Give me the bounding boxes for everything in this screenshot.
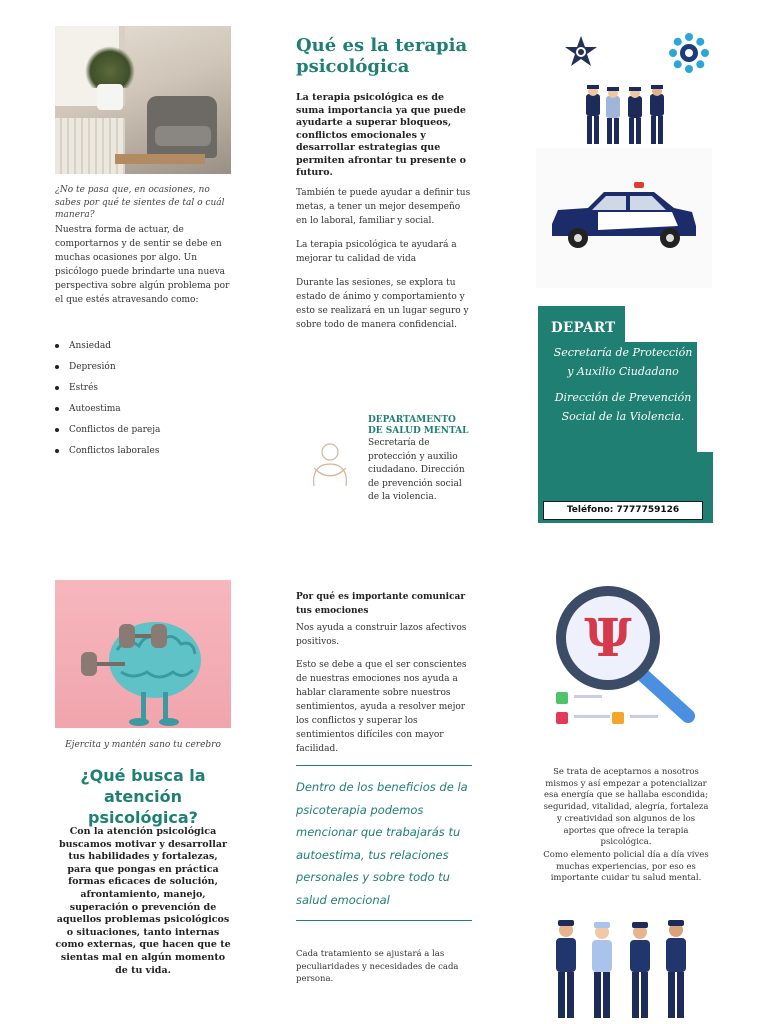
therapy-paragraph-2: La terapia psicológica te ayudará a mejorar tu calidad de vida [296,240,457,264]
panel-notch [625,306,713,342]
self-acceptance-text: Se trata de aceptarnos a nosotros mismos y así empezar a potencializar esa energía que se hallaba escondida; seguridad, vitalidad, alegría, fortaleza y creatividad son algunos de los aportes que ofrece la terapia psicológica. [543,767,709,848]
brain-dumbbell-photo [55,580,231,728]
emotions-paragraph-2: Esto se debe a que el ser conscientes de nuestras emociones nos ayuda a hablar claramente sobre nuestros sentimientos, ayuda a resolver mejor los conflictos y superar los sentimientos difíciles con mayor facilidad. [296,660,467,754]
police-mental-health-text: Como elemento policial día a día vives muchas experiencias, por eso es importante cuidar tu salud mental. [543,850,709,884]
psychology-magnifier-icon [548,580,708,730]
living-room-photo [55,26,231,174]
quote-divider [296,920,472,921]
police-officers-illustration [580,84,672,148]
panel-notch [697,342,713,452]
therapy-paragraph-1: También te puede ayudar a definir tus metas, a tener un mejor desempeño en lo laboral, familiar y social. [296,188,471,226]
therapy-paragraph-3: Durante las sesiones, se explora tu estado de ánimo y comportamiento y esto se realizará en un lugar seguro y sobre todo de manera confidencial. [296,278,469,330]
intro-paragraph: Nuestra forma de actuar, de comportarnos y de sentir se debe en muchas ocasiones por algo. Un psicólogo puede brindarte una nueva perspectiva sobre algún problema por el que estés atravesando como: [55,225,230,305]
self-hug-icon [302,438,358,494]
emotions-heading: Por qué es importante comunicar tus emociones [296,592,466,616]
phone-box: Teléfono: 7777759126 [543,501,703,520]
quote-divider [296,765,472,766]
police-team-illustration [548,918,696,1022]
busca-title: ¿Qué busca la atención psicológica? [80,766,206,827]
department-info [552,344,694,426]
busca-text: Con la atención psicológica buscamos motivar y desarrollar tus habilidades y fortalezas, para que pongas en práctica formas eficaces de solución, afrontamiento, manejo, superación o prevención de aquellos problemas psicológicos o situaciones, tanto internas como externas, que hacen que te sientas mal en algún momento de tu vida. [55,826,231,976]
benefits-quote: Dentro de los beneficios de la psicoterapia podemos mencionar que trabajarás tu autoestima, tus relaciones personales y sobre todo tu salud emocional [296,780,468,907]
list-item: Conflictos de pareja [55,423,235,444]
depart-label: DEPART [551,320,616,336]
problems-list [55,339,235,465]
emotions-paragraph-1: Nos ayuda a construir lazos afectivos positivos. [296,623,467,647]
police-car-illustration [548,180,700,254]
list-item: Estrés [55,381,235,402]
svg-text:Ψ: Ψ [584,608,632,669]
therapy-intro: La terapia psicológica es de suma importancia ya que puede ayudarte a superar bloqueos, conflictos emocionales y desarrollar estrategias que permiten afrontar tu presente o futuro. [296,92,467,178]
treatment-note: Cada tratamiento se ajustará a las peculiaridades y necesidades de cada persona. [296,949,459,984]
dept-title: DEPARTAMENTO DE SALUD MENTAL [368,415,469,436]
list-item: Ansiedad [55,339,235,360]
civic-emblem-icon [668,32,710,74]
dept-text: Secretaría de protección y auxilio ciudadano. Dirección de prevención social de la violencia. [368,438,465,502]
brain-caption: Ejercita y mantén sano tu cerebro [65,740,221,750]
therapy-title: Qué es la terapia psicológica [296,35,468,77]
department-line-2: Dirección de Prevención Social de la Violencia. [554,391,692,423]
intro-caption: ¿No te pasa que, en ocasiones, no sabes por qué te sientes de tal o cuál manera? [55,185,225,220]
department-line-1: Secretaría de Protección y Auxilio Ciudadano [553,346,693,378]
list-item: Depresión [55,360,235,381]
list-item: Autoestima [55,402,235,423]
list-item: Conflictos laborales [55,444,235,465]
police-star-badge-icon [563,35,599,71]
